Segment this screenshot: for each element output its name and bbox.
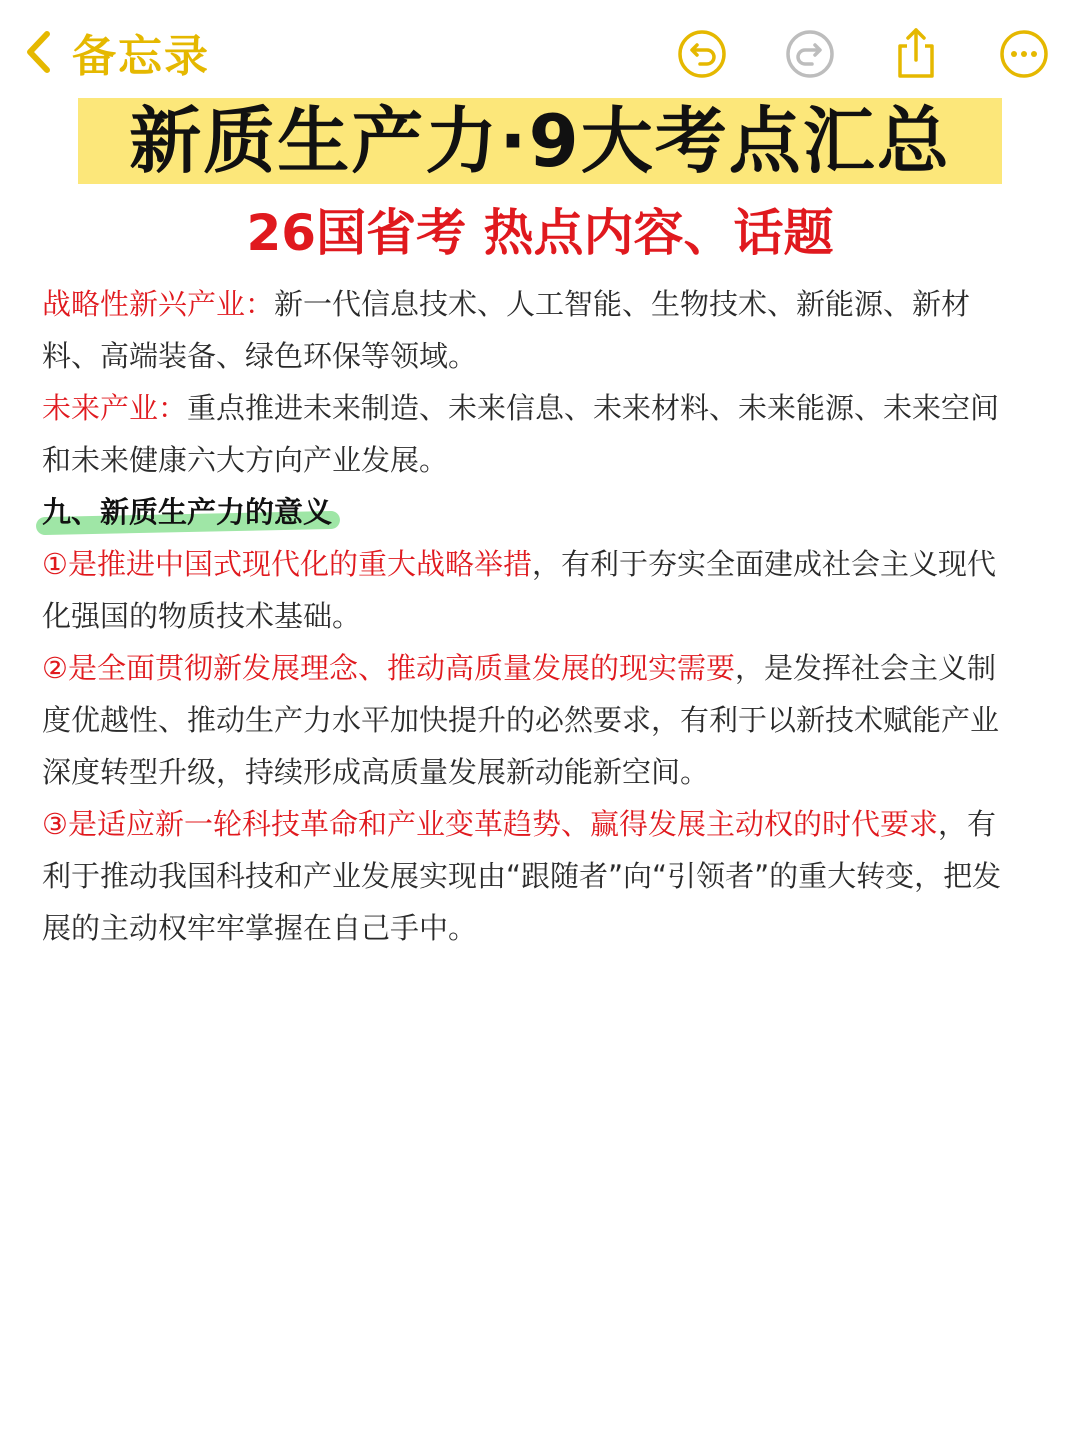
paragraph-label: 未来产业： [42,391,188,425]
item-text: ，是发挥社会主义制度优越性、推动生产力水平加快提升的必然要求，有利于以新技术赋能产业深度转型升级，持续形成高质量发展新动能新空间。 [42,651,1000,789]
paragraph-label: 战略性新兴产业： [42,287,275,321]
undo-button[interactable] [674,28,730,84]
section-heading [42,486,332,538]
page-title: 新质生产力·9大考点汇总 [129,99,951,183]
back-label: 备忘录 [72,31,210,82]
paragraph-text: 新一代信息技术、人工智能、生物技术、新能源、新材料、高端装备、绿色环保等领域。 [42,287,971,373]
item-highlight: 全面贯彻新发展理念、推动高质量发展的现实需要 [97,651,736,685]
paragraph-future-industries [42,382,1022,486]
section-heading-row [42,486,1022,538]
redo-button[interactable] [782,28,838,84]
meaning-item-2 [42,642,1022,798]
navigation-bar [0,0,1080,110]
item-text: ，有利于夯实全面建成社会主义现代化强国的物质技术基础。 [42,547,997,633]
meaning-item-3 [42,798,1022,954]
item-prefix: ①是 [42,547,97,581]
item-prefix: ②是 [42,651,97,685]
item-prefix: ③是 [42,807,97,841]
redo-icon [784,28,836,84]
meaning-item-1 [42,538,1022,642]
more-icon [998,28,1050,84]
paragraph-strategic-industries [42,278,1022,382]
back-button[interactable] [18,22,210,82]
more-button[interactable] [996,28,1052,84]
note-body[interactable] [42,278,1022,954]
item-text: ，有利于推动我国科技和产业发展实现由“跟随者”向“引领者”的重大转变，把发展的主动权牢牢掌握在自己手中。 [42,807,1002,945]
paragraph-text: 重点推进未来制造、未来信息、未来材料、未来能源、未来空间和未来健康六大方向产业发展。 [42,391,1000,477]
share-button[interactable] [888,28,944,84]
section-heading-text: 九、新质生产力的意义 [42,495,333,529]
item-highlight: 推进中国式现代化的重大战略举措 [97,547,533,581]
chevron-left-icon [18,22,58,82]
page-subtitle: 26国省考 热点内容、话题 [246,204,834,262]
item-highlight: 适应新一轮科技革命和产业变革趋势、赢得发展主动权的时代要求 [97,807,939,841]
undo-icon [676,28,728,84]
share-icon [890,26,942,86]
